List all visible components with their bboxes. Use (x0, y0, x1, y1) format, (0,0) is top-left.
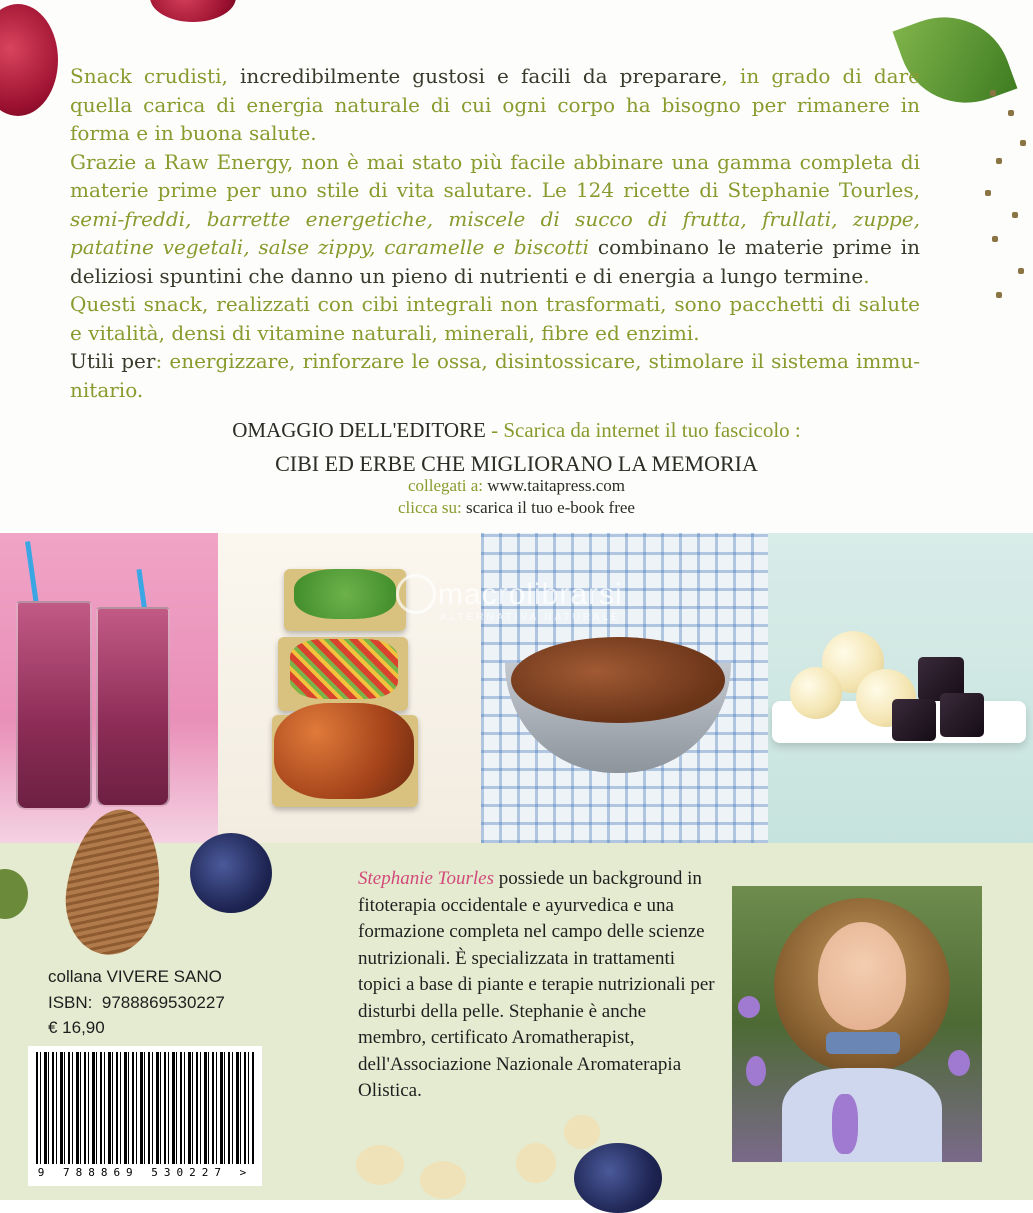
energy-balls-photo (768, 533, 1033, 843)
isbn-line (48, 993, 225, 1013)
flower-image (746, 1056, 766, 1086)
salsa-image (290, 639, 398, 699)
text: Snack crudisti, (70, 64, 240, 88)
description-section (0, 0, 1033, 533)
connect-line (0, 476, 1033, 496)
seed-image (1008, 110, 1014, 116)
seed-image (1020, 140, 1026, 146)
face-image (818, 922, 906, 1030)
highlight-text: energia a lungo termine (618, 263, 864, 288)
author-bio (358, 866, 718, 1105)
text: combinano le materie prime in deliziosi spuntini che danno un pieno di nutrienti e di (70, 235, 921, 288)
chocolate-cube-image (940, 693, 984, 737)
guacamole-image (294, 569, 396, 619)
isbn-value: 9788869530227 (101, 993, 225, 1012)
pumpkin-seed-image (0, 869, 28, 919)
text: , in grado di dare quella carica di energia naturale di cui ogni corpo ha bisogno per rimanere in forma e in buona salute. (70, 64, 920, 145)
author-name: Stephanie Tourles (358, 868, 494, 889)
chocolate-cube-image (892, 699, 936, 741)
vegetable-chips-image (274, 703, 414, 799)
book-description (70, 62, 920, 404)
gift-title: CIBI ED ERBE CHE MIGLIORANO LA MEMORIA (275, 451, 758, 476)
watermark-logo-icon (396, 574, 436, 614)
text: . (863, 263, 870, 288)
seed-image (996, 292, 1002, 298)
series-label: collana VIVERE SANO (48, 967, 222, 986)
oat-flake-image (420, 1161, 466, 1199)
blueberry-image (190, 833, 272, 913)
flower-image (948, 1050, 970, 1076)
seed-image (996, 158, 1002, 164)
nuts-image (511, 637, 725, 723)
isbn-label: ISBN: (48, 993, 93, 1012)
description-paragraph-2 (70, 148, 920, 291)
smoothie-glass-image (96, 607, 170, 807)
uses-text: : energizzare, rinforzare le ossa, disintossicare, stimolare il sistema immu-nitario. (70, 349, 920, 402)
seed-image (1012, 212, 1018, 218)
seed-image (985, 190, 991, 196)
barcode-digits: 9 788869 530227 > (37, 1166, 253, 1179)
watermark-subtitle: ALTERNATIVA NATURALE (440, 612, 621, 623)
oat-flake-image (564, 1115, 600, 1149)
barcode-bars (36, 1052, 254, 1164)
description-paragraph-4 (70, 347, 920, 404)
gift-label: OMAGGIO DELL'EDITORE (232, 418, 486, 442)
coconut-ball-image (790, 667, 842, 719)
smoothie-photo (0, 533, 218, 843)
watermark-brand: macrolibrarsi (438, 578, 623, 611)
connect-label: collegati a: (407, 476, 488, 495)
download-ebook-link[interactable]: scarica il tuo e-book free (465, 498, 635, 517)
highlight-text: incredibilmente gustosi e facili da preparare (239, 64, 722, 88)
description-paragraph-1 (70, 62, 920, 148)
website-link[interactable]: www.taitapress.com (487, 476, 625, 495)
raspberry-image (150, 0, 236, 22)
seed-image (990, 90, 996, 96)
oat-flake-image (356, 1145, 404, 1185)
uses-label: Utili per (70, 349, 156, 373)
scarf-image (826, 1032, 900, 1054)
oat-flake-image (516, 1143, 556, 1183)
seed-image (992, 236, 998, 242)
price-label: € 16,90 (48, 1018, 105, 1037)
barcode (28, 1046, 262, 1186)
click-label: clicca su: (398, 498, 466, 517)
author-portrait-photo (732, 886, 982, 1162)
flower-image (738, 996, 760, 1018)
raspberry-image (0, 4, 58, 116)
seed-image (1018, 268, 1024, 274)
description-paragraph-3: Questi snack, realizzati con cibi integrali non trasformati, sono pacchetti di salute e vitalità, densi di vitamine naturali, minerali, fibre ed enzimi. (70, 292, 920, 345)
text: Grazie a Raw Energy, non è mai stato più facile abbinare una gamma completa di materie prime per uno stile di vita salutare. Le 124 ricette di Stephanie Tourles, (70, 149, 920, 202)
smoothie-glass-image (16, 601, 92, 810)
flower-image (832, 1094, 858, 1154)
click-line (0, 498, 1033, 518)
gift-line (0, 418, 1033, 443)
blueberry-image (574, 1143, 662, 1213)
gift-text: - Scarica da internet il tuo fascicolo : (485, 418, 801, 442)
author-bio-text: possiede un background in fitoterapia occidentale e ayurvedica e una formazione completa nel campo delle scienze nutrizionali. È specializzata in trattamenti topici a base di piante e terapie nutrizionali per disturbi della pelle. Stephanie è anche membro, certificato Aromatherapist, dell'Associazione Nazionale Aromaterapia Olistica. (358, 868, 715, 1101)
recipe-list-text: semi-freddi, barrette energetiche, miscele di succo di frutta, frullati, zuppe, patatine vegetali, salse zippy, caramelle e biscotti (70, 206, 920, 259)
shirt-image (782, 1068, 942, 1162)
